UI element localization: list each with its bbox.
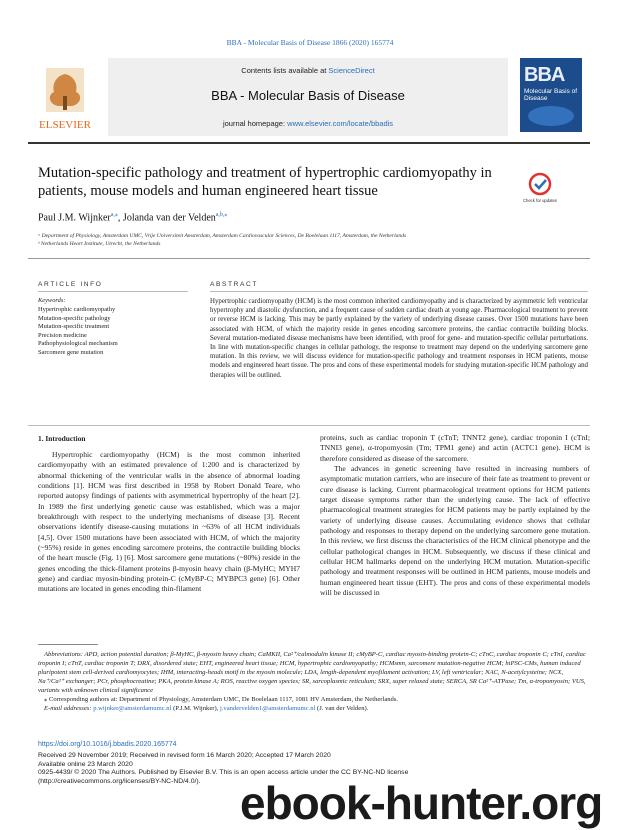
keyword-item: Mutation-specific treatment (38, 323, 110, 331)
affiliation-b: ᵇ Netherlands Heart Institute, Utrecht, the Netherlands (38, 241, 161, 247)
contents-prefix: Contents lists available at (241, 66, 329, 75)
article-info-heading: ARTICLE INFO (38, 281, 103, 288)
author-name[interactable]: Jolanda van der Velden (122, 212, 216, 224)
footnotes (38, 650, 590, 713)
author-list (38, 211, 227, 223)
elsevier-wordmark: ELSEVIER (39, 119, 91, 131)
intro-right-column (320, 433, 590, 599)
abstract-text: Hypertrophic cardiomyopathy (HCM) is the most common inherited cardiomyopathy and is characterized by asymmetric left ventricular hypertrophy and diastolic dysfunction, and a frequent cause of sudden cardiac death at young age. Pharmacological treatment to prevent or reverse HCM is lacking. This may be partly explained by the variety of underlying disease causes. Over 1500 mutations have been associated with HCM, of which the majority reside in genes encoding sarcomere proteins, the cardiac contractile building blocks. Several mutation-mediated disease mechanisms have been identified, with proof for gene- and mutation-specific cellular perturbations. In line with mutation-specific changes in cellular pathology, the response to treatment may depend on the underlying sarcomere gene mutation. In this review, we will discuss evidence for mutation-specific pathology and treatment responses in HCM patients, mouse models and engineered heart tissue. The pros and cons of these experimental models for studying mutation-specific HCM pathology and therapies will be outlined. (210, 298, 588, 379)
info-rule-top (28, 258, 590, 259)
article-info-rule (38, 291, 188, 292)
homepage-prefix: journal homepage: (222, 119, 288, 128)
check-updates-label: Check for updates (523, 198, 557, 203)
contents-line (108, 66, 508, 75)
abstract-heading: ABSTRACT (210, 281, 258, 288)
author-affiliation-marker[interactable]: a,b,⁎ (215, 212, 228, 218)
sciencedirect-link[interactable]: ScienceDirect (328, 66, 375, 75)
doi-link[interactable]: https://doi.org/10.1016/j.bbadis.2020.165774 (38, 741, 177, 748)
footnote-rule (38, 644, 98, 645)
keyword-item: Mutation-specific pathology (38, 314, 111, 322)
cover-subtitle: Molecular Basis of Disease (524, 88, 578, 102)
author-affiliation-marker[interactable]: a,⁎ (110, 212, 118, 218)
homepage-link[interactable]: www.elsevier.com/locate/bbadis (287, 119, 394, 128)
email-link[interactable]: p.wijnker@amsterdamumc.nl (93, 705, 172, 712)
email-owner: (P.J.M. Wijnker), (171, 705, 220, 712)
journal-homepage (108, 119, 508, 128)
keyword-list (38, 306, 188, 358)
journal-cover (520, 58, 582, 132)
email-link[interactable]: j.vandervelden1@amsterdamumc.nl (219, 705, 316, 712)
license-url[interactable]: (http://creativecommons.org/licenses/BY-NC-ND/4.0/). (38, 777, 201, 785)
abbreviations-footnote: Abbreviations: APD, action potential duration; β-MyHC, β-myosin heavy chain; CaMKII, Ca²⁺/calmodulin kinase II; cMyBP-C, cardiac myosin-binding protein-C; cTnC, cardiac troponin C; cTnI, cardiac troponin I; cTnT, cardiac troponin T; DRX, disordered state; EHT, engineered heart tissue; HCM, hypertrophic cardiomyopathy; HCMsmn, sarcomere mutation-negative HCM; hiPSC-CMs, human induced pluripotent stem cell-derived cardiomyocytes; IHM, interacting-heads motif in the myosin molecule; LDA, length-dependent myofilament activation; LV, left ventricular; NAC, N-acetylcysteine; NCX, Na⁺/Ca²⁺ exchanger; PCr, phosphocreatine; PKA, protein kinase A; ROS, reactive oxygen species; SR, sarcoplasmic reticulum; SRX, super relaxed state; SERCA, SR Ca²⁺-ATPase; Tm, α-tropomyosin; VUS, variants with unknown clinical significance (38, 651, 586, 694)
elsevier-logo (28, 64, 102, 134)
intro-paragraph: proteins, such as cardiac troponin T (cTnT; TNNT2 gene), cardiac troponin I (cTnI; TNNI3 gene), α-tropomyosin (Tm; TPM1 gene) and actin (ACTC1 gene). HCM is therefore considered as disease of the sarcomere. (320, 433, 590, 463)
intro-paragraph: Hypertrophic cardiomyopathy (HCM) is the most common inherited cardiomyopathy with an estimated prevalence of 1:200 and is characterized by abnormal thickening of the ventricular walls in the absence of abnormal loading conditions [1]. HCM was first described in 1958 by Robert Donald Teare, who reported autopsy findings of patients with asymmetrical hypertrophy of the heart [2]. In 1989 the first underlying genetic cause was established, which was a major breakthrough with respect to the underlying mechanisms of disease [3]. Recent observations identify disease-causing mutations in ~63% of all HCM individuals [4,5]. Over 1500 mutations have been associated with HCM, of which the majority (~95%) reside in genes encoding sarcomere proteins, the contractile building blocks of the heart muscle (Fig. 1) [6]. Most sarcomere gene mutations (~80%) reside in the genes encoding the thick-filament proteins β-myosin heavy chain (β-MyHC; MYH7 gene) and cardiac myosin-binding protein-C (cMyBP-C; MYBPC3 gene) [6]. Other mutations are located in genes encoding thin-filament (38, 450, 300, 594)
abstract-bottom-rule (28, 425, 590, 426)
intro-paragraph: The advances in genetic screening have resulted in increasing numbers of asymptomatic mutation carriers, who are insecure of their fate as treatment to prevent or cure disease is lacking. Current pharmacological treatment options for HCM patients target disease symptoms rather than the underlying cause. The lack of effective pharmacological treatment strategies for HCM patients may be partly explained by the variety of underlying disease causes. Accumulating evidence shows that cellular pathology and responses to therapy depend on the underlying sarcomere gene mutation. In this review, we first discuss the characteristics of the HCM clinical phenotype and the cellular pathological changes in HCM. Subsequently, we discuss if these clinical and cellular HCM hallmarks depend on the underlying HCM mutation. Mutation-specific pathology and treatment responses will be outlined in HCM patients, mouse models and human engineered heart tissue (EHT). The pros and cons of these experimental models will be discussed in (320, 464, 590, 598)
header-rule (28, 142, 590, 144)
keywords-label: Keywords: (38, 297, 66, 304)
section-heading: 1. Introduction (38, 434, 86, 443)
author-separator: , (117, 212, 123, 224)
received-dates: Received 29 November 2019; Received in revised form 16 March 2020; Accepted 17 March 2020 (38, 752, 331, 759)
cover-graphic (528, 106, 574, 126)
keyword-item: Hypertrophic cardiomyopathy (38, 306, 116, 313)
check-for-updates-icon[interactable] (523, 172, 557, 206)
keyword-item: Pathophysiological mechanism (38, 340, 118, 348)
cover-title: BBA (524, 64, 565, 86)
license-text: 0925-4439/ © 2020 The Authors. Published by Elsevier B.V. This is an open access article under the CC BY-NC-ND license (38, 769, 409, 777)
watermark: ebook-hunter.org (240, 777, 603, 829)
journal-reference[interactable]: BBA - Molecular Basis of Disease 1866 (2020) 165774 (226, 38, 394, 47)
affiliation-a: ᵃ Department of Physiology, Amsterdam UMC, Vrije Universiteit Amsterdam, Amsterdam Cardiovascular Sciences, De Boelelaan 1117, Amsterdam, the Netherlands (38, 233, 407, 239)
article-title: Mutation-specific pathology and treatment of hypertrophic cardiomyopathy in patients, mouse models and human engineered heart tissue (38, 165, 492, 199)
author-name[interactable]: Paul J.M. Wijnker (38, 212, 111, 224)
email-line (38, 704, 590, 713)
corresponding-author-note: ⁎ Corresponding authors at: Department of Physiology, Amsterdam UMC, De Boelelaan 1117, 1081 HV Amsterdam, the Netherlands. (44, 696, 399, 703)
available-online: Available online 23 March 2020 (38, 760, 133, 768)
journal-name: BBA - Molecular Basis of Disease (211, 88, 405, 103)
intro-left-column (38, 450, 300, 595)
email-owner: (J. van der Velden). (315, 705, 369, 712)
keyword-item: Precision medicine (38, 331, 87, 339)
email-label: E-mail addresses: (44, 705, 94, 712)
keyword-item: Sarcomere gene mutation (38, 348, 104, 356)
abstract-rule (210, 291, 588, 292)
